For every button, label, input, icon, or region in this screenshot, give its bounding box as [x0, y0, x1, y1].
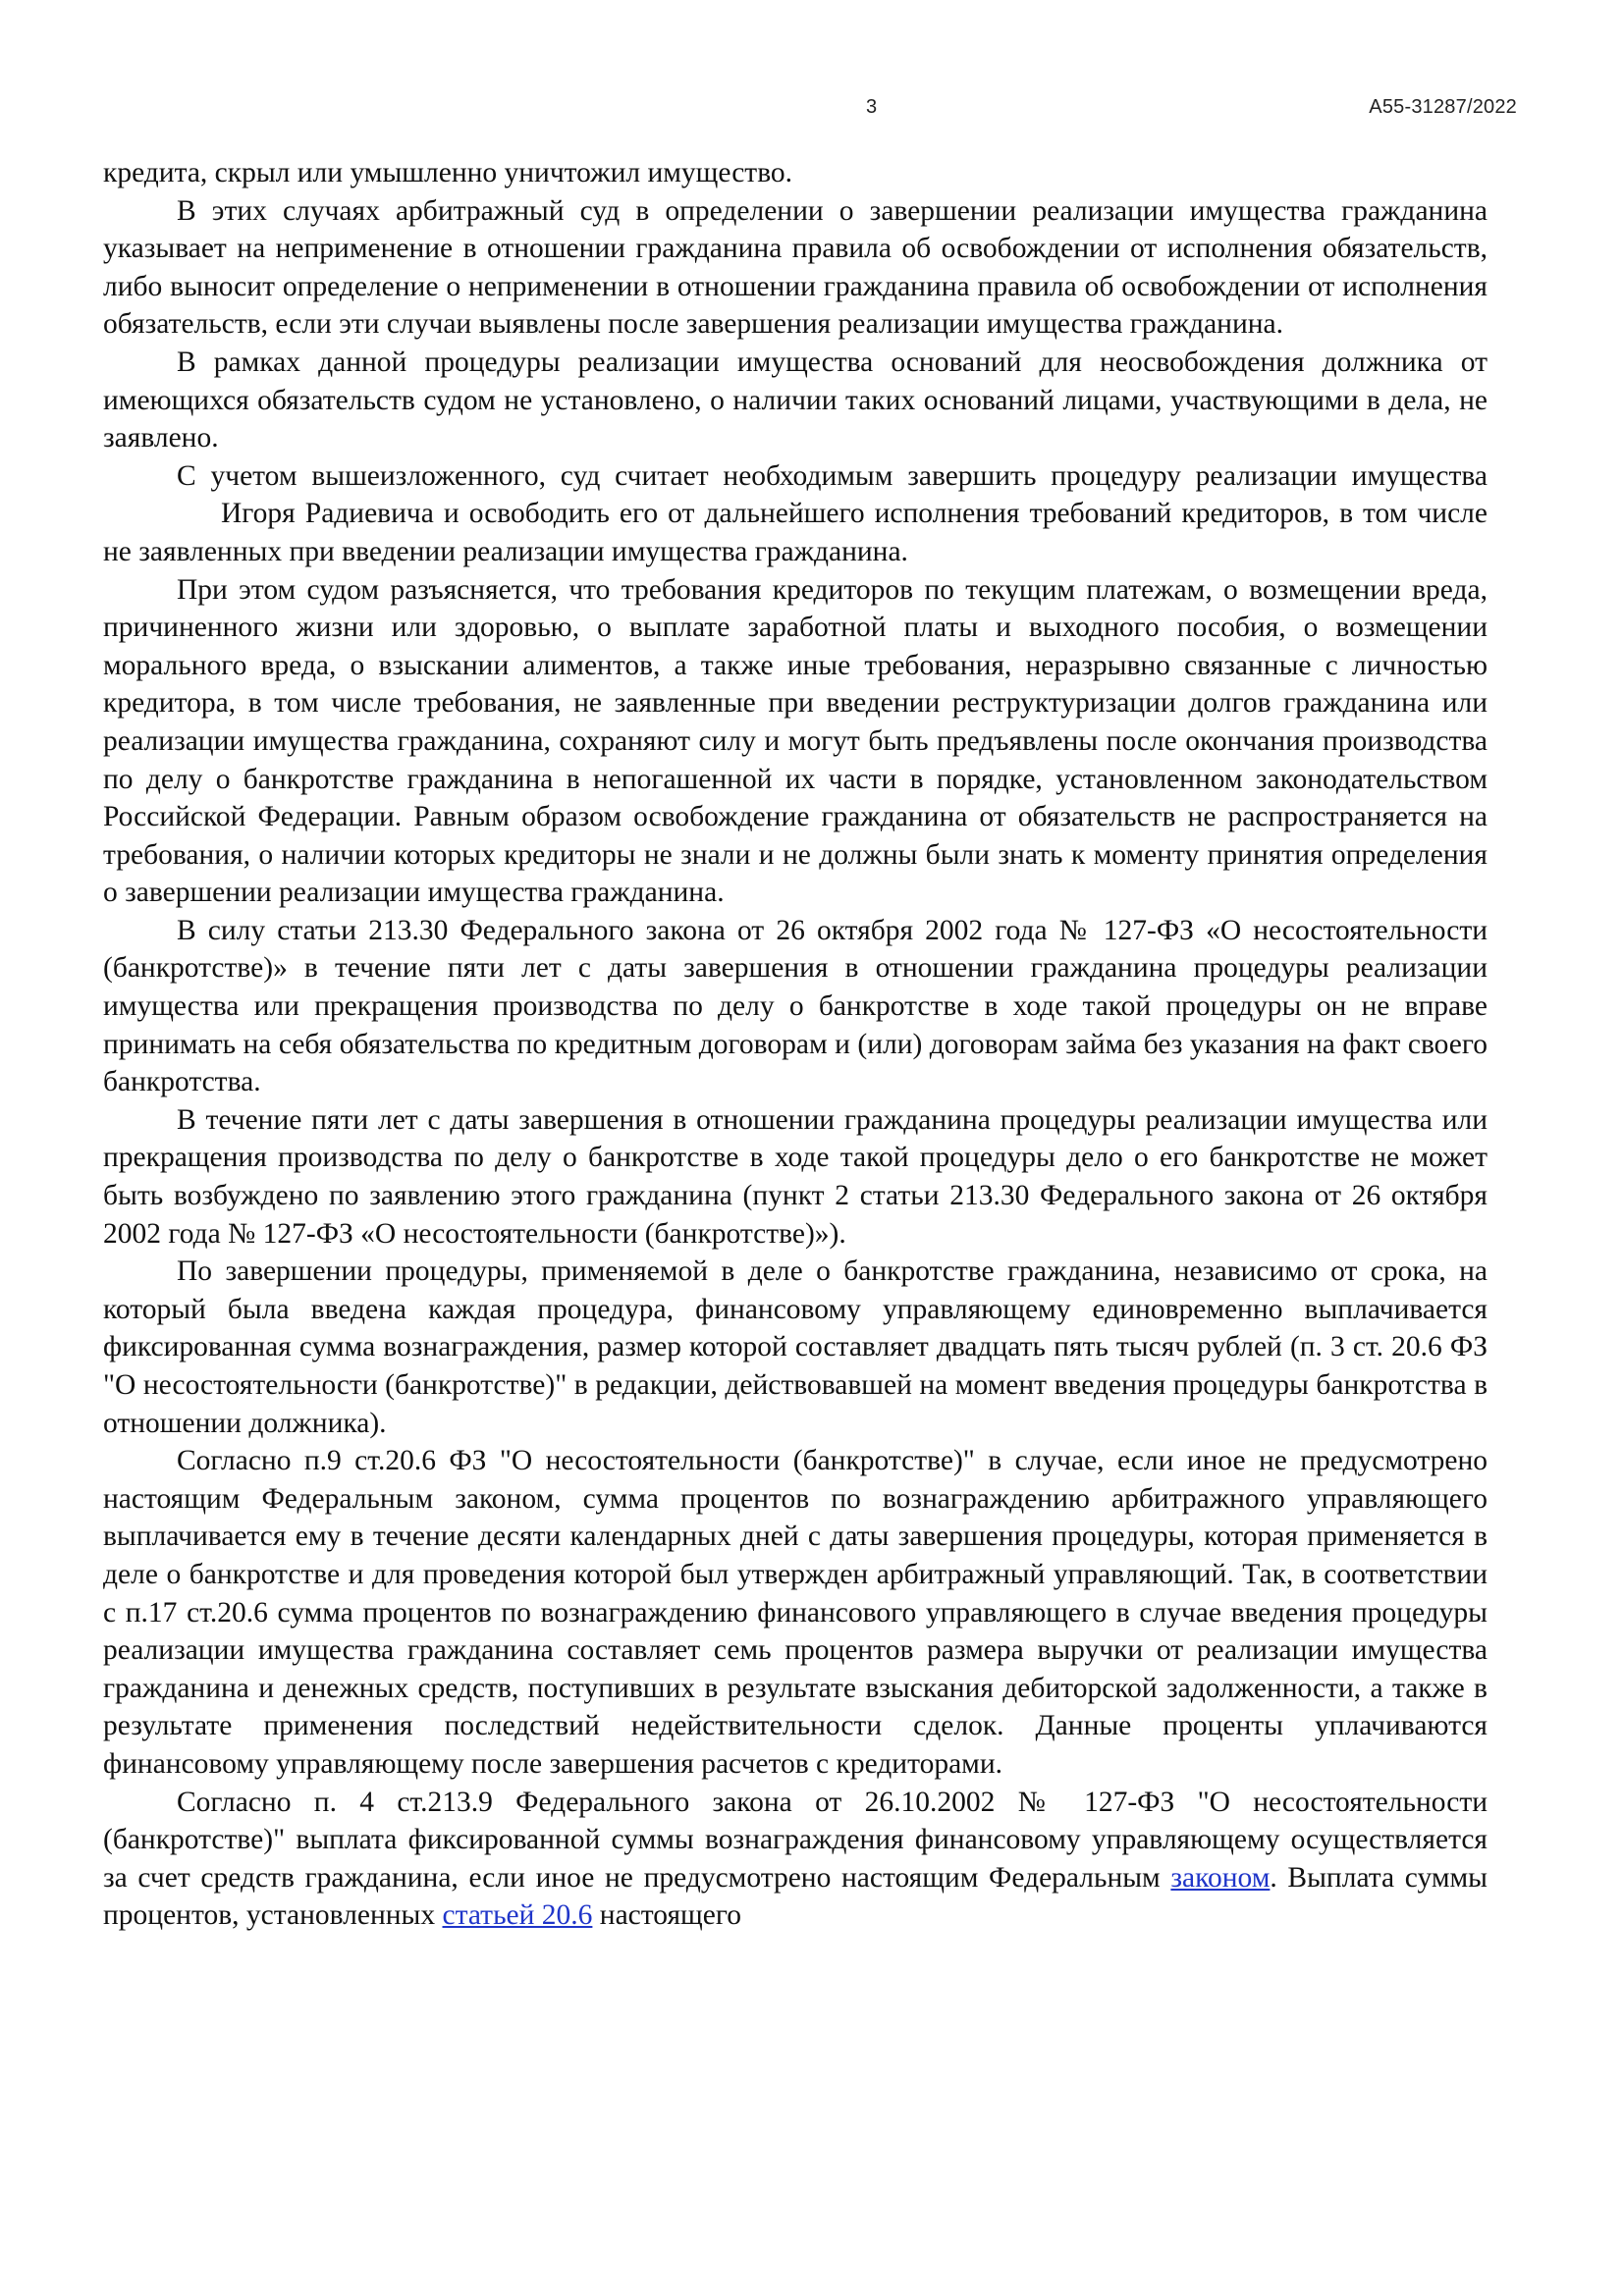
paragraph: В рамках данной процедуры реализации имущества оснований для неосвобождения должника от имеющихся обязательств судом не установлено, о наличии таких оснований лицами, участвующими в дела, не заявлено. — [103, 346, 1488, 454]
paragraph-text: . Выплата суммы процентов, установленных — [103, 1861, 1488, 1932]
paragraph-text: Согласно п. 4 ст.213.9 Федерального закона от 26.10.2002 № 127-ФЗ "О несостоятельности (банкротстве)" выплата фиксированной суммы вознаграждения финансовому управляющему осуществляется за счет средств гражданина, если иное не предусмотрено настоящим Федеральным — [103, 1786, 1488, 1894]
paragraph: При этом судом разъясняется, что требования кредиторов по текущим платежам, о возмещении вреда, причиненного жизни или здоровью, о выплате заработной платы и выходного пособия, о возмещении морального вреда, о взыскании алиментов, а также иные требования, неразрывно связанные с личностью кредитора, в том числе требования, не заявленные при введении реструктуризации долгов гражданина или реализации имущества гражданина, сохраняют силу и могут быть предъявлены после окончания производства по делу о банкротстве гражданина в непогашенной их части в порядке, установленном законодательством Российской Федерации. Равным образом освобождение гражданина от обязательств не распространяется на требования, о наличии которых кредиторы не знали и не должны были знать к моменту принятия определения о завершении реализации имущества гражданина. — [103, 573, 1488, 909]
paragraph-text: настоящего — [599, 1899, 741, 1932]
page-header — [0, 96, 1623, 126]
law-link[interactable]: законом — [1170, 1861, 1271, 1894]
paragraph-continuation: кредита, скрыл или умышленно уничтожил имущество. — [103, 157, 793, 188]
article-link[interactable]: статьей 20.6 — [442, 1899, 593, 1932]
paragraph: По завершении процедуры, применяемой в деле о банкротстве гражданина, независимо от срока, на который была введена каждая процедура, финансовому управляющему единовременно выплачивается фиксированная сумма вознаграждения, размер которой составляет двадцать пять тысяч рублей (п. 3 ст. 20.6 ФЗ "О несостоятельности (банкротстве)" в редакции, действовавшей на момент введения процедуры банкротства в отношении должника). — [103, 1255, 1488, 1439]
paragraph-with-links — [103, 1784, 1488, 1935]
document-body — [103, 154, 1488, 1935]
paragraph: Согласно п.9 ст.20.6 ФЗ "О несостоятельности (банкротстве)" в случае, если иное не предусмотрено настоящим Федеральным законом, сумма процентов по вознаграждению арбитражного управляющего выплачивается ему в течение десяти календарных дней с даты завершения процедуры, которая применяется в деле о банкротстве и для проведения которой был утвержден арбитражный управляющий. Так, в соответствии с п.17 ст.20.6 сумма процентов по вознаграждению финансового управляющего в случае введения процедуры реализации имущества гражданина составляет семь процентов размера выручки от реализации имущества гражданина и денежных средств, поступивших в результате взыскания дебиторской задолженности, а также в результате применения последствий недействительности сделок. Данные проценты уплачиваются финансовому управляющему после завершения расчетов с кредиторами. — [103, 1445, 1488, 1780]
paragraph: В течение пяти лет с даты завершения в отношении гражданина процедуры реализации имущества или прекращения производства по делу о банкротстве в ходе такой процедуры дело о его банкротстве не может быть возбуждено по заявлению этого гражданина (пункт 2 статьи 213.30 Федерального закона от 26 октября 2002 года № 127-ФЗ «О несостоятельности (банкротстве)»). — [103, 1103, 1488, 1250]
paragraph-text: С учетом вышеизложенного, суд считает необходимым завершить процедуру реализации имущества — [177, 459, 1488, 492]
page-number: 3 — [866, 96, 878, 118]
paragraph: В этих случаях арбитражный суд в определении о завершении реализации имущества гражданина указывает на неприменение в отношении гражданина правила об освобождении от исполнения обязательств, либо выносит определение о неприменении в отношении гражданина правила об освобождении от исполнения обязательств, если эти случаи выявлены после завершения реализации имущества гражданина. — [103, 194, 1488, 341]
case-number: А55-31287/2022 — [1369, 96, 1517, 118]
paragraph: В силу статьи 213.30 Федерального закона от 26 октября 2002 года № 127-ФЗ «О несостоятельности (банкротстве)» в течение пяти лет с даты завершения в отношении гражданина процедуры реализации имущества или прекращения производства по делу о банкротстве в ходе такой процедуры он не вправе принимать на себя обязательства по кредитным договорам и (или) договорам займа без указания на факт своего банкротства. — [103, 914, 1488, 1098]
paragraph-conclusion — [103, 457, 1488, 571]
paragraph-text: Игоря Радиевича и освободить его от дальнейшего исполнения требований кредиторов, в том числе не заявленных при введении реализации имущества гражданина. — [103, 498, 1488, 567]
